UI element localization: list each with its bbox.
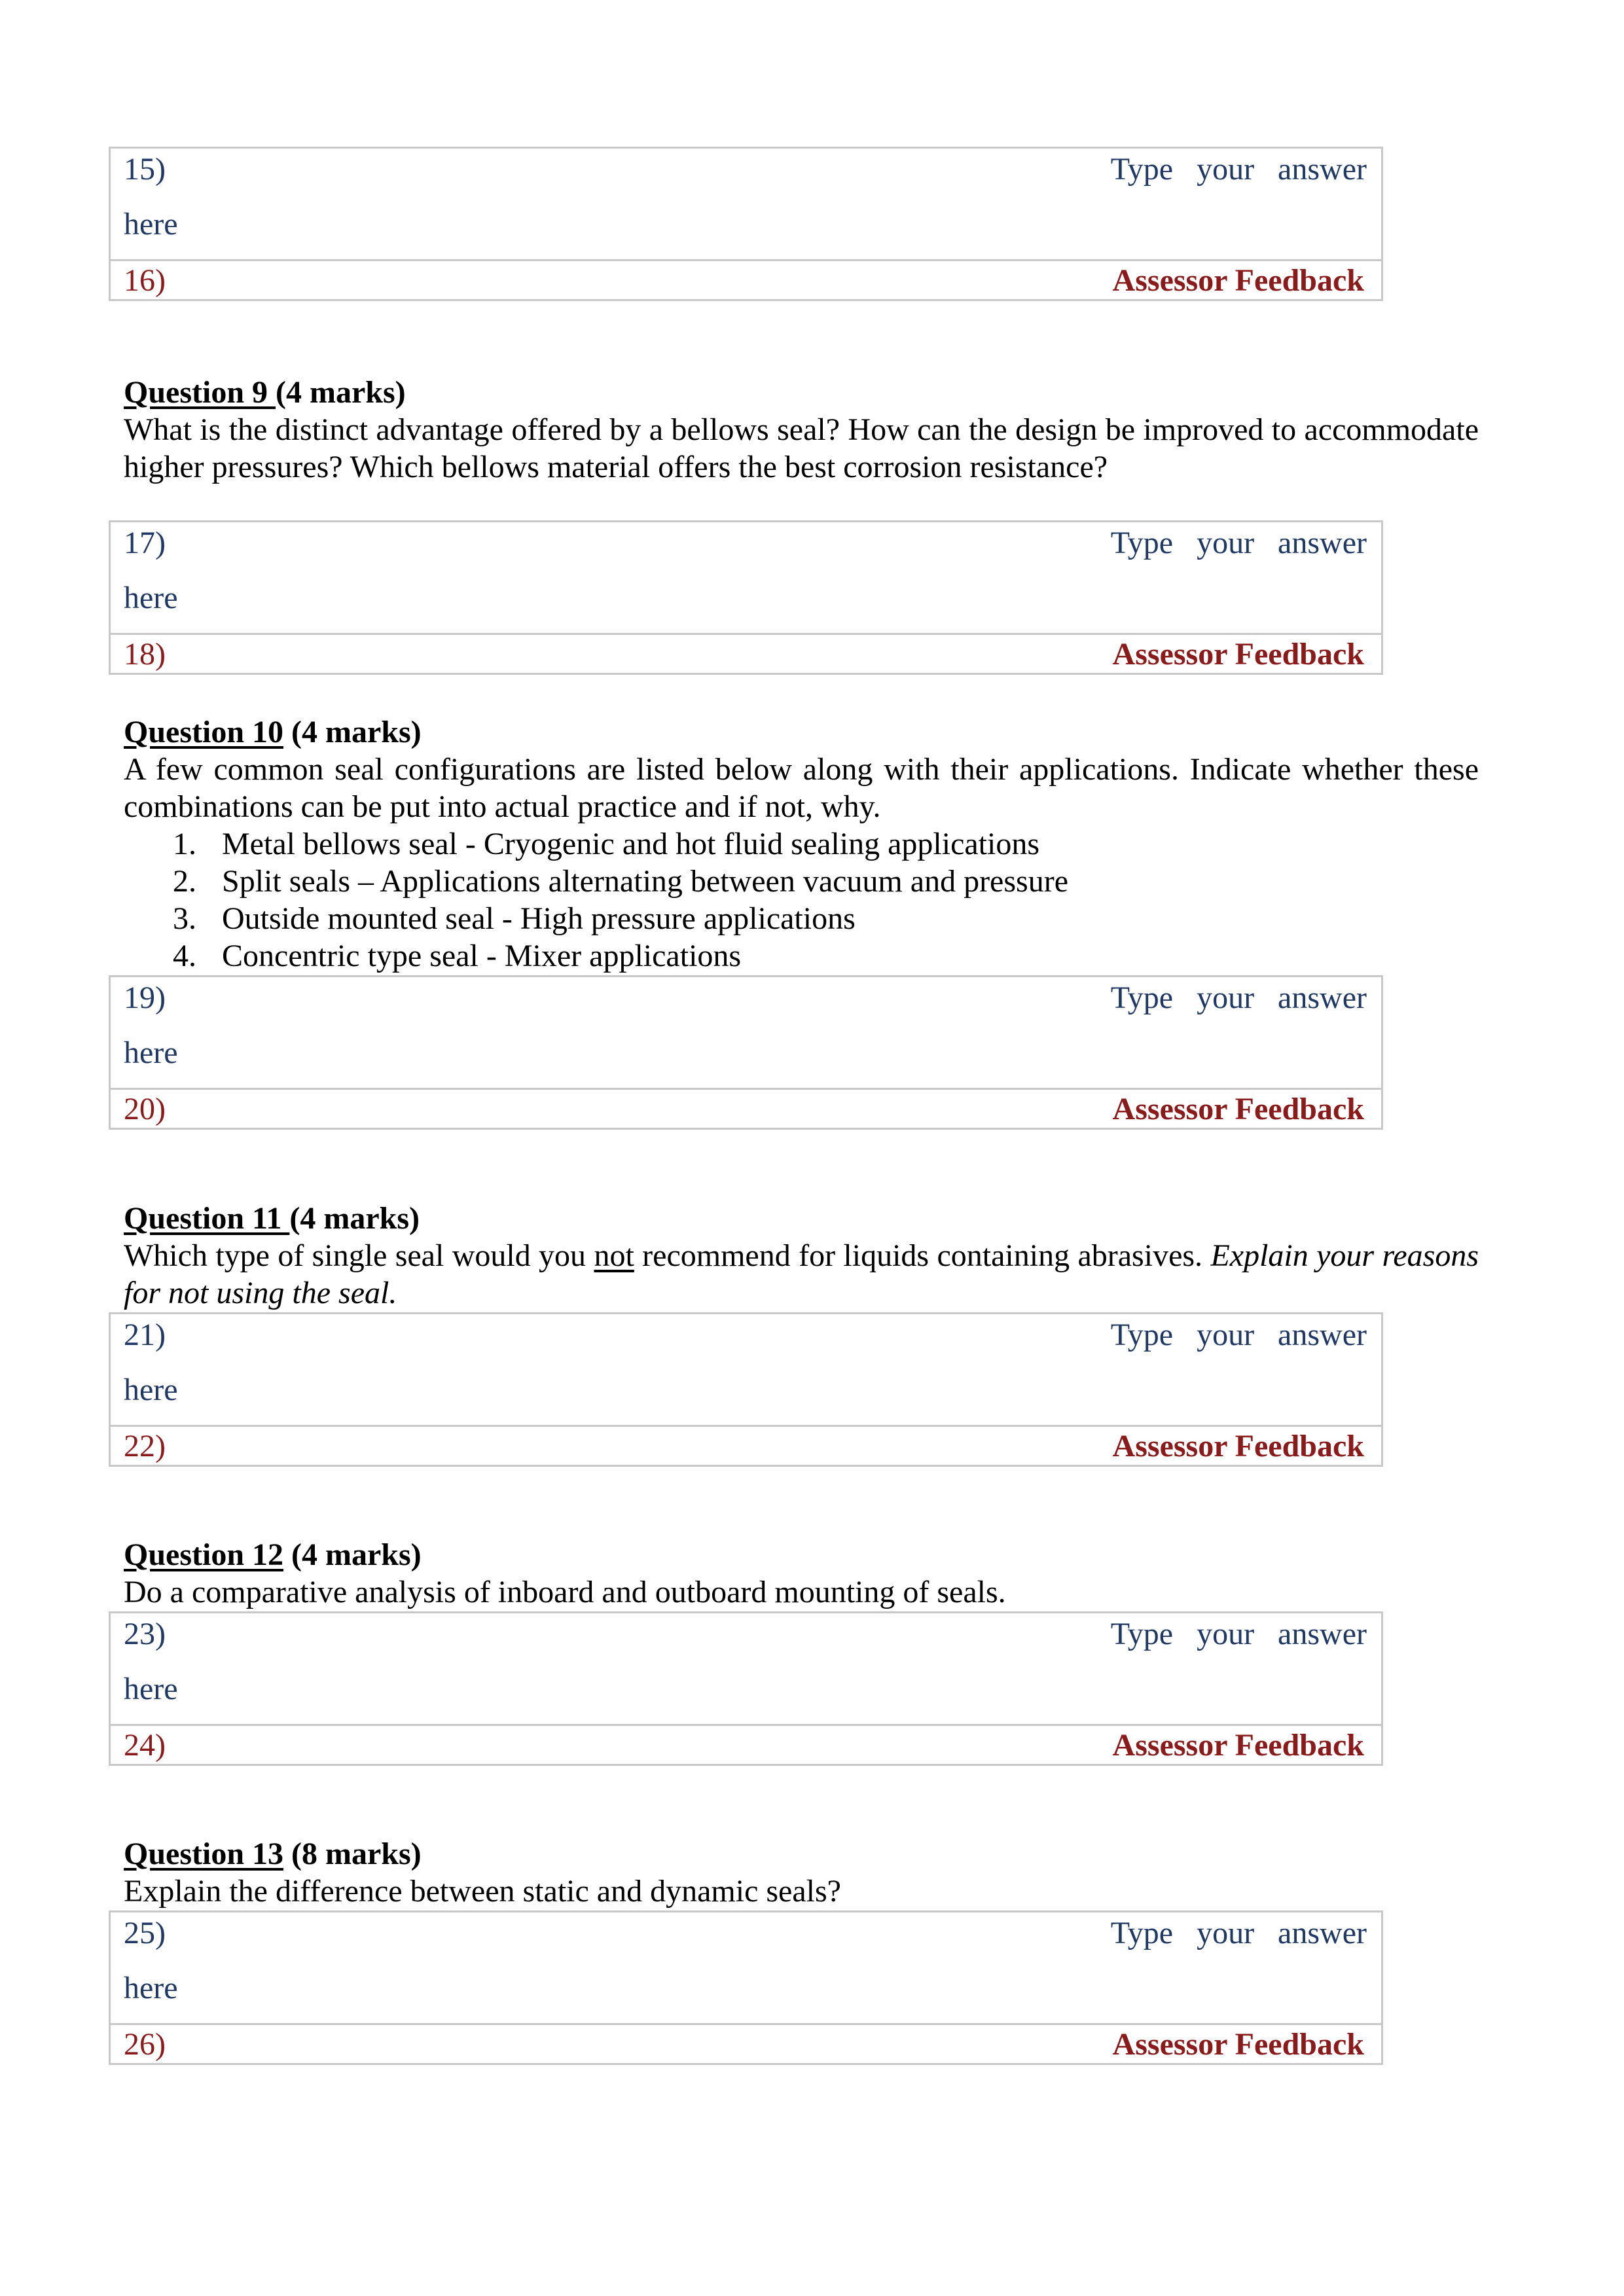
- answer-number: 17): [124, 526, 166, 560]
- list-item-text: Split seals – Applications alternating between vacuum and pressure: [222, 864, 1068, 899]
- assessor-feedback-label: Assessor Feedback: [1112, 1728, 1364, 1763]
- answer-box-21: [109, 1312, 1383, 1467]
- question-title: Question 13: [124, 1837, 284, 1871]
- feedback-number: 24): [124, 1728, 166, 1763]
- answer-placeholder: Type your answer: [1110, 1318, 1367, 1352]
- answer-number: 23): [124, 1617, 166, 1651]
- answer-number: 21): [124, 1318, 166, 1352]
- question-list: [124, 825, 1479, 975]
- answer-placeholder: Type your answer: [1110, 1617, 1367, 1651]
- question-title: Question 12: [124, 1537, 284, 1572]
- answer-placeholder-here: here: [124, 207, 178, 242]
- question-text: Do a comparative analysis of inboard and outboard mounting of seals.: [124, 1575, 1006, 1609]
- answer-placeholder-here: here: [124, 1672, 178, 1706]
- assessor-feedback-label: Assessor Feedback: [1112, 263, 1364, 298]
- answer-field-21[interactable]: [111, 1314, 1381, 1427]
- assessor-feedback-label: Assessor Feedback: [1112, 1429, 1364, 1463]
- answer-placeholder-here: here: [124, 1372, 178, 1407]
- list-item-number: 4.: [173, 939, 196, 973]
- answer-placeholder-here: here: [124, 1971, 178, 2005]
- feedback-number: 22): [124, 1429, 166, 1463]
- answer-box-25: [109, 1910, 1383, 2065]
- feedback-number: 16): [124, 263, 166, 298]
- question-title: Question 9: [124, 375, 276, 410]
- answer-field-19[interactable]: [111, 977, 1381, 1090]
- answer-number: 25): [124, 1916, 166, 1950]
- feedback-field-16[interactable]: [111, 261, 1381, 299]
- question-text: [124, 1237, 1479, 1312]
- feedback-field-22[interactable]: [111, 1427, 1381, 1465]
- question-11: [124, 1200, 1479, 1312]
- assessor-feedback-label: Assessor Feedback: [1112, 637, 1364, 672]
- list-item: [124, 863, 1479, 900]
- question-9: [124, 374, 1479, 486]
- answer-box-19: [109, 975, 1383, 1130]
- question-text: Explain the difference between static and dynamic seals?: [124, 1874, 841, 1909]
- answer-placeholder-here: here: [124, 1035, 178, 1070]
- question-text: A few common seal configurations are listed below along with their applications. Indicate whether these combinations can be put into actual practice and if not, why.: [124, 752, 1479, 824]
- list-item-text: Metal bellows seal - Cryogenic and hot fluid sealing applications: [222, 827, 1040, 861]
- answer-field-23[interactable]: [111, 1613, 1381, 1726]
- question-marks: (4 marks): [283, 715, 422, 749]
- question-text: What is the distinct advantage offered by a bellows seal? How can the design be improved to accommodate higher pressures? Which bellows material offers the best corrosion resistance?: [124, 412, 1479, 484]
- assessor-feedback-label: Assessor Feedback: [1112, 1092, 1364, 1126]
- list-item: [124, 937, 1479, 975]
- feedback-field-18[interactable]: [111, 635, 1381, 673]
- answer-field-17[interactable]: [111, 522, 1381, 635]
- list-item-text: Outside mounted seal - High pressure applications: [222, 901, 856, 936]
- answer-placeholder: Type your answer: [1110, 980, 1367, 1015]
- feedback-field-24[interactable]: [111, 1726, 1381, 1764]
- question-marks: (4 marks): [289, 1201, 420, 1236]
- answer-placeholder: Type your answer: [1110, 152, 1367, 187]
- answer-box-15: [109, 147, 1383, 301]
- feedback-number: 26): [124, 2027, 166, 2062]
- question-heading: [124, 374, 1479, 411]
- question-heading: [124, 1835, 1479, 1873]
- answer-number: 19): [124, 980, 166, 1015]
- answer-field-15[interactable]: [111, 149, 1381, 261]
- list-item-number: 3.: [173, 901, 196, 936]
- question-heading: [124, 1200, 1479, 1237]
- assessor-feedback-label: Assessor Feedback: [1112, 2027, 1364, 2062]
- answer-placeholder: Type your answer: [1110, 526, 1367, 560]
- answer-placeholder: Type your answer: [1110, 1916, 1367, 1950]
- feedback-number: 18): [124, 637, 166, 672]
- answer-box-23: [109, 1611, 1383, 1766]
- answer-placeholder-here: here: [124, 581, 178, 615]
- answer-box-17: [109, 520, 1383, 675]
- question-title: Question 11: [124, 1201, 290, 1236]
- question-title: Question 10: [124, 715, 284, 749]
- question-text-emphasis: not: [594, 1238, 634, 1273]
- question-text-italic: Explain your reasons for not using the seal.: [124, 1238, 1479, 1310]
- question-12: [124, 1536, 1479, 1611]
- answer-field-25[interactable]: [111, 1912, 1381, 2025]
- list-item-text: Concentric type seal - Mixer applications: [222, 939, 742, 973]
- feedback-number: 20): [124, 1092, 166, 1126]
- list-item: [124, 825, 1479, 863]
- list-item: [124, 900, 1479, 937]
- question-10: [124, 713, 1479, 975]
- question-text-part: recommend for liquids containing abrasives.: [634, 1238, 1211, 1273]
- question-heading: [124, 1536, 1479, 1573]
- list-item-number: 2.: [173, 864, 196, 899]
- question-marks: (4 marks): [276, 375, 406, 410]
- list-item-number: 1.: [173, 827, 196, 861]
- question-marks: (8 marks): [283, 1837, 422, 1871]
- feedback-field-26[interactable]: [111, 2025, 1381, 2063]
- question-heading: [124, 713, 1479, 751]
- question-13: [124, 1835, 1479, 1910]
- question-text-part: Which type of single seal would you: [124, 1238, 594, 1273]
- feedback-field-20[interactable]: [111, 1090, 1381, 1128]
- question-marks: (4 marks): [283, 1537, 422, 1572]
- answer-number: 15): [124, 152, 166, 187]
